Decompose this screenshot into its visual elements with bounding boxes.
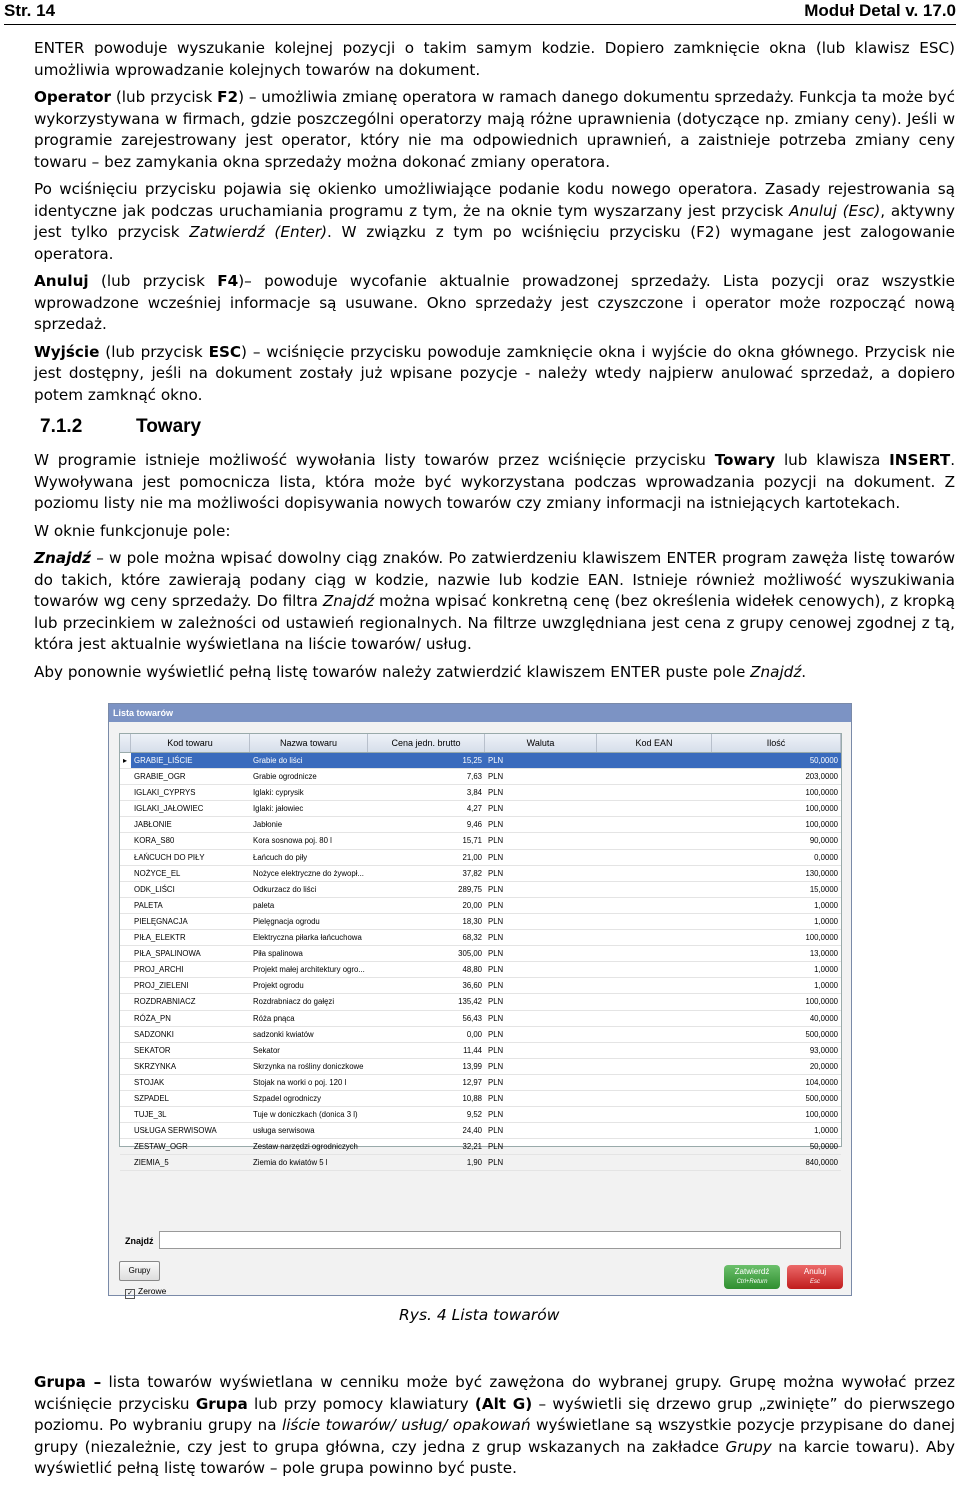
row-indicator-header xyxy=(120,734,131,752)
table-cell: 20,00 xyxy=(462,900,482,910)
table-cell: 1,0000 xyxy=(814,965,838,975)
module-name: Moduł Detal v. 17.0 xyxy=(804,1,956,20)
table-cell: 9,52 xyxy=(466,1110,482,1120)
row-indicator xyxy=(120,817,131,832)
table-cell: Róża pnąca xyxy=(253,1013,295,1023)
paragraph-full-list xyxy=(34,662,955,684)
table-cell: KORA_S80 xyxy=(134,836,175,846)
table-cell: Łańcuch do piły xyxy=(253,852,308,862)
table-row[interactable] xyxy=(120,994,841,1010)
table-cell: PLN xyxy=(488,788,504,798)
table-cell: Sekator xyxy=(253,1045,280,1055)
table-row[interactable] xyxy=(120,1027,841,1043)
product-list-window xyxy=(108,703,852,1296)
table-row[interactable] xyxy=(120,882,841,898)
text: (lub przycisk xyxy=(88,272,218,290)
table-cell xyxy=(597,801,712,816)
zero-checkbox-label: Zerowe xyxy=(138,1286,167,1296)
paragraph-grupa xyxy=(34,1372,955,1480)
table-row[interactable] xyxy=(120,1107,841,1123)
find-label: Znajdź xyxy=(125,1236,154,1246)
page-number: Str. 14 xyxy=(4,1,56,20)
table-row[interactable] xyxy=(120,850,841,866)
table-cell: PLN xyxy=(488,852,504,862)
table-cell: PLN xyxy=(488,1077,504,1087)
text: lub klawisza xyxy=(775,451,890,469)
paragraph-enter: ENTER powoduje wyszukanie kolejnej pozycji o takim samym kodzie. Dopiero zamknięcie okna (lub klawisz ESC) umożliwia wprowadzanie kolejnych towarów na dokument. xyxy=(34,39,955,79)
table-cell: Pielęgnacja ogrodu xyxy=(253,916,320,926)
table-row[interactable] xyxy=(120,1123,841,1139)
table-row[interactable] xyxy=(120,898,841,914)
table-cell: NOŻYCE_EL xyxy=(134,868,181,878)
table-cell: USŁUGA SERWISOWA xyxy=(134,1126,217,1136)
table-cell: Kora sosnowa poj. 80 l xyxy=(253,836,332,846)
table-cell: 130,0000 xyxy=(805,868,838,878)
table-cell: ŁAŃCUCH DO PIŁY xyxy=(134,852,205,862)
table-cell xyxy=(597,1027,712,1042)
table-cell: 36,60 xyxy=(462,981,482,991)
table-cell: SZPADEL xyxy=(134,1093,169,1103)
table-cell xyxy=(597,1043,712,1058)
table-cell: PIELĘGNACJA xyxy=(134,916,188,926)
table-cell: ROZDRABNIACZ xyxy=(134,997,196,1007)
table-cell: 11,44 xyxy=(463,1045,482,1055)
table-cell: 100,0000 xyxy=(805,1110,838,1120)
table-cell: PLN xyxy=(488,900,504,910)
row-indicator xyxy=(120,1059,131,1074)
table-cell: paleta xyxy=(253,900,275,910)
table-row[interactable] xyxy=(120,914,841,930)
table-cell xyxy=(597,978,712,993)
row-indicator: ▸ xyxy=(120,753,131,768)
term-znajdz-ref: Znajdź xyxy=(322,592,375,610)
table-cell: 90,0000 xyxy=(809,836,838,846)
table-cell: Zestaw narzędzi ogrodniczych xyxy=(253,1142,358,1152)
table-cell: 50,0000 xyxy=(809,1142,838,1152)
paragraph-operator-login xyxy=(34,179,955,265)
grid-header xyxy=(120,734,841,753)
table-cell: SEKATOR xyxy=(134,1045,171,1055)
table-cell xyxy=(597,1011,712,1026)
table-cell xyxy=(597,914,712,929)
table-cell: PLN xyxy=(488,804,504,814)
confirm-label: Zatwierdź xyxy=(734,1267,770,1276)
table-row[interactable] xyxy=(120,1011,841,1027)
paragraph-operator xyxy=(34,87,955,173)
table-cell: STOJAK xyxy=(134,1077,165,1087)
table-cell: Elektryczna piłarka łańcuchowa xyxy=(253,933,362,943)
table-cell: IGLAKI_JAŁOWIEC xyxy=(134,804,204,814)
zero-checkbox[interactable] xyxy=(125,1286,166,1299)
section-title: Towary xyxy=(136,416,202,437)
text: )– powoduje wycofanie aktualnie prowadzonej sprzedaży. Lista pozycji oraz wszystkie wprowadzone wcześniej informacje są usuwane. Okno sprzedaży jest czyszczone i operator może rozpocząć nową sprzedaż. xyxy=(34,272,955,333)
cancel-label: Anuluj xyxy=(803,1267,827,1276)
text: . W związku z tym po wciśnięciu przycisku (F2) wymagane jest zalogowanie operatora. xyxy=(34,223,955,263)
table-cell: 21,00 xyxy=(462,852,482,862)
table-cell: PROJ_ZIELENI xyxy=(134,981,189,991)
table-cell: sadzonki kwiatów xyxy=(253,1029,314,1039)
grid-body xyxy=(120,753,841,1171)
table-cell: Grabie ogrodnicze xyxy=(253,772,317,782)
table-cell: ZIEMIA_5 xyxy=(134,1158,169,1168)
table-cell: 15,71 xyxy=(462,836,482,846)
figure-caption: Rys. 4 Lista towarów xyxy=(399,1306,560,1324)
table-cell xyxy=(597,1107,712,1122)
table-cell: 203,0000 xyxy=(805,772,838,782)
table-cell: PLN xyxy=(488,1061,504,1071)
table-cell: 100,0000 xyxy=(805,997,838,1007)
section-number: 7.1.2 xyxy=(40,416,83,437)
table-cell xyxy=(597,1139,712,1154)
table-row[interactable] xyxy=(120,769,841,785)
table-cell xyxy=(597,866,712,881)
table-cell: PLN xyxy=(488,1093,504,1103)
table-cell: SADZONKI xyxy=(134,1029,174,1039)
table-cell xyxy=(597,850,712,865)
table-cell: PLN xyxy=(488,820,504,830)
table-cell: IGLAKI_CYPRYS xyxy=(134,788,196,798)
key-esc: ESC xyxy=(208,342,242,361)
table-cell xyxy=(597,753,712,768)
table-cell: 12,97 xyxy=(462,1077,482,1087)
checkbox-icon[interactable]: ✓ xyxy=(125,1289,135,1299)
table-cell: TUJE_3L xyxy=(134,1110,167,1120)
section-heading xyxy=(40,416,955,438)
table-row[interactable] xyxy=(120,930,841,946)
table-cell: PLN xyxy=(488,981,504,991)
table-cell: PIŁA_SPALINOWA xyxy=(134,949,201,959)
row-indicator xyxy=(120,1027,131,1042)
text: . xyxy=(801,662,807,681)
term-grupa: Grupa – xyxy=(34,1373,102,1391)
row-indicator xyxy=(120,801,131,816)
table-cell: 4,27 xyxy=(466,804,482,814)
text: na karcie towaru). Aby wyświetlić pełną listę towarów – pole grupa powinno być puste. xyxy=(34,1437,955,1477)
row-indicator xyxy=(120,946,131,961)
window-title: Lista towarów xyxy=(109,704,851,722)
row-indicator xyxy=(120,1107,131,1122)
table-row[interactable] xyxy=(120,866,841,882)
table-row[interactable] xyxy=(120,946,841,962)
row-indicator xyxy=(120,1011,131,1026)
table-cell: 18,30 xyxy=(462,916,482,926)
row-indicator xyxy=(120,978,131,993)
table-row[interactable] xyxy=(120,962,841,978)
row-indicator xyxy=(120,1139,131,1154)
table-cell: PLN xyxy=(488,836,504,846)
table-cell: Jabłonie xyxy=(253,820,283,830)
table-cell xyxy=(597,1059,712,1074)
table-cell: 1,0000 xyxy=(814,981,838,991)
table-cell: 1,0000 xyxy=(814,916,838,926)
table-cell: 7,63 xyxy=(466,772,482,782)
key-f4: F4 xyxy=(217,272,239,290)
table-cell: Skrzynka na rośliny doniczkowe xyxy=(253,1061,364,1071)
table-cell: 56,43 xyxy=(462,1013,482,1023)
paragraph-towary xyxy=(34,450,955,515)
column-header[interactable]: Nazwa towaru xyxy=(250,734,368,752)
row-indicator xyxy=(120,866,131,881)
table-cell: 15,0000 xyxy=(809,884,838,894)
table-cell: 0,00 xyxy=(466,1029,482,1039)
paragraph-wyjscie xyxy=(34,342,955,407)
table-cell: PLN xyxy=(488,1045,504,1055)
table-cell: 15,25 xyxy=(462,756,482,765)
column-header[interactable]: Kod EAN xyxy=(597,734,712,752)
paragraph-field-intro: W oknie funkcjonuje pole: xyxy=(34,521,231,540)
table-cell: PLN xyxy=(488,772,504,782)
table-cell: 10,88 xyxy=(462,1093,482,1103)
table-cell: 13,99 xyxy=(462,1061,482,1071)
text: ) – umożliwia zmianę operatora w ramach danego dokumentu sprzedaży. Funkcja ta może być wykorzystywana w firmach, gdzie poszczególni operatorzy mają różne uprawnienia (dotyczące np. zmiany ceny). Jeśli w programie zarejestrowany jest operator, który nie ma odpowiednich uprawnień, a zaistnieje potrzeba zmiany ceny towaru – bez zamykania okna sprzedaży można dokonać zmiany operatora. xyxy=(34,88,955,171)
table-cell: 93,0000 xyxy=(809,1045,838,1055)
cancel-button[interactable] xyxy=(787,1265,843,1289)
text: , aktywny jest tylko przycisk xyxy=(34,201,955,241)
column-header[interactable]: Kod towaru xyxy=(131,734,250,752)
tab-ref-grupy: Grupy xyxy=(725,1437,772,1456)
row-indicator xyxy=(120,930,131,945)
key-f2: F2 xyxy=(217,88,239,106)
table-row[interactable] xyxy=(120,1139,841,1155)
table-cell xyxy=(597,817,712,832)
groups-button[interactable]: Grupy xyxy=(119,1261,160,1281)
table-cell: PLN xyxy=(488,1142,504,1152)
list-ref: liście towarów/ usług/ opakowań xyxy=(281,1416,531,1434)
table-row[interactable] xyxy=(120,817,841,833)
table-cell: ODK_LIŚCI xyxy=(134,884,175,894)
table-cell: 50,0000 xyxy=(809,756,838,765)
term-wyjscie: Wyjście xyxy=(34,342,100,361)
find-input[interactable] xyxy=(159,1231,841,1249)
table-cell: 48,80 xyxy=(462,965,482,975)
table-cell xyxy=(597,1075,712,1090)
table-cell: 100,0000 xyxy=(805,804,838,814)
row-indicator xyxy=(120,1155,131,1170)
term-znajdz-ref: Znajdź xyxy=(750,662,802,681)
row-indicator xyxy=(120,898,131,913)
table-cell xyxy=(597,1123,712,1138)
table-cell: JABŁONIE xyxy=(134,820,172,830)
table-cell: 1,90 xyxy=(466,1158,482,1168)
table-cell: 0,0000 xyxy=(814,852,838,862)
table-row[interactable] xyxy=(120,1059,841,1075)
table-cell: ZESTAW_OGR xyxy=(134,1142,188,1152)
table-cell: Projekt małej architektury ogro... xyxy=(253,965,365,975)
text: (lub przycisk xyxy=(99,342,209,361)
row-indicator xyxy=(120,769,131,784)
text: Aby ponownie wyświetlić pełną listę towarów należy zatwierdzić klawiszem ENTER puste pole xyxy=(34,662,751,681)
table-cell: Nożyce elektryczne do żywopł... xyxy=(253,868,364,878)
table-cell xyxy=(597,930,712,945)
row-indicator xyxy=(120,785,131,800)
row-indicator xyxy=(120,833,131,848)
table-cell: 37,82 xyxy=(462,868,482,878)
table-cell: 135,42 xyxy=(458,997,482,1007)
column-header[interactable]: Waluta xyxy=(485,734,597,752)
table-cell: 305,00 xyxy=(458,949,482,959)
table-cell: PLN xyxy=(488,1110,504,1120)
table-cell xyxy=(597,962,712,977)
row-indicator xyxy=(120,1091,131,1106)
button-ref-anuluj: Anuluj (Esc) xyxy=(789,201,881,220)
table-cell: Grabie do liści xyxy=(253,756,303,765)
row-indicator xyxy=(120,962,131,977)
table-row[interactable] xyxy=(120,1155,841,1171)
table-cell: PLN xyxy=(488,933,504,943)
text: – w pole można wpisać dowolny ciąg znaków. Po zatwierdzeniu klawiszem ENTER program zawęża listę towarów do takich, które zawierają podany ciąg w kodzie, nazwie lub kodzie EAN. Istnieje również możliwość wyszukiwania towarów wg ceny sprzedaży. Do filtra xyxy=(34,549,955,610)
table-cell: 1,0000 xyxy=(814,1126,838,1136)
table-cell: PROJ_ARCHI xyxy=(134,965,184,975)
table-cell: PLN xyxy=(488,1029,504,1039)
row-indicator xyxy=(120,882,131,897)
table-cell: 100,0000 xyxy=(805,933,838,943)
table-cell: PLN xyxy=(488,868,504,878)
table-cell: 24,40 xyxy=(462,1126,482,1136)
column-header[interactable]: Ilość xyxy=(712,734,841,752)
table-cell: PLN xyxy=(488,1013,504,1023)
table-cell xyxy=(597,994,712,1009)
text: można wpisać konkretną cenę (bez określenia widełek cenowych), z kropką lub przecinkiem w zależności od ustawień regionalnych. Na filtrze uwzględniana jest cena z grupy cenowej zgodnej z tą, która jest aktualnie wyświetlana na liście towarów/ usług. xyxy=(34,592,955,653)
row-indicator xyxy=(120,1043,131,1058)
table-cell xyxy=(597,882,712,897)
row-indicator xyxy=(120,850,131,865)
table-row[interactable] xyxy=(120,1043,841,1059)
table-cell: PLN xyxy=(488,1158,504,1168)
row-indicator xyxy=(120,1123,131,1138)
table-row[interactable] xyxy=(120,833,841,849)
table-row[interactable] xyxy=(120,801,841,817)
table-cell: 500,0000 xyxy=(805,1029,838,1039)
text: lub przy pomocy klawiatury xyxy=(247,1394,475,1413)
table-cell: PLN xyxy=(488,949,504,959)
table-cell: 40,0000 xyxy=(809,1013,838,1023)
table-cell: 100,0000 xyxy=(805,820,838,830)
table-cell: PLN xyxy=(488,756,504,765)
row-indicator xyxy=(120,994,131,1009)
table-cell: PALETA xyxy=(134,900,163,910)
table-cell: PLN xyxy=(488,997,504,1007)
paragraph-anuluj xyxy=(34,271,955,336)
table-cell: 68,32 xyxy=(462,933,482,943)
text: . Wywoływana jest pomocnicza lista, która może być wykorzystana podczas wprowadzania pozycji na dokument. Z poziomu listy nie ma możliwości dopisywania nowych towarów czy zmiany informacji na istniejących kartotekach. xyxy=(34,451,956,512)
table-cell: 1,0000 xyxy=(814,900,838,910)
table-cell xyxy=(597,1155,712,1170)
key-alt-g: (Alt G) xyxy=(474,1394,533,1413)
confirm-hint: Ctrl+Return xyxy=(736,1279,768,1285)
paragraph-znajdz xyxy=(34,548,955,656)
term-towary: Towary xyxy=(714,451,776,469)
table-cell xyxy=(597,833,712,848)
table-cell: 289,75 xyxy=(458,884,482,894)
table-cell: usługa serwisowa xyxy=(253,1126,315,1136)
table-row[interactable] xyxy=(120,1075,841,1091)
table-cell: 9,46 xyxy=(466,820,482,830)
text: Po wciśnięciu przycisku pojawia się okienko umożliwiające podanie kodu nowego operatora. Zasady rejestrowania są identyczne jak podczas uruchamiania programu z tym, że na oknie tym wyszarzany jest przycisk xyxy=(34,180,955,220)
text: W programie istnieje możliwość wywołania listy towarów przez wciśnięcie przycisku xyxy=(34,451,715,469)
table-cell xyxy=(597,898,712,913)
table-cell: Projekt ogrodu xyxy=(253,981,304,991)
table-row[interactable] xyxy=(120,1091,841,1107)
table-cell: GRABIE_OGR xyxy=(134,772,186,782)
confirm-button[interactable] xyxy=(724,1265,780,1289)
page-header xyxy=(4,0,956,25)
table-row[interactable] xyxy=(120,753,841,769)
term-znajdz: Znajdź xyxy=(34,549,91,567)
table-cell: 104,0000 xyxy=(805,1077,838,1087)
table-cell xyxy=(597,769,712,784)
term-grupa-button: Grupa xyxy=(195,1394,248,1413)
document-body xyxy=(34,38,955,1486)
table-cell: 13,0000 xyxy=(809,949,838,959)
table-row[interactable] xyxy=(120,978,841,994)
button-ref-zatwierdz: Zatwierdź (Enter) xyxy=(189,223,328,241)
table-cell: PLN xyxy=(488,916,504,926)
term-operator: Operator xyxy=(34,88,112,106)
text: lista towarów wyświetlana w cenniku może być zawężona do wybranej grupy. Grupę można wywołać przez wciśnięcie przycisku xyxy=(34,1373,955,1413)
table-cell: PLN xyxy=(488,884,504,894)
table-cell: 100,0000 xyxy=(805,788,838,798)
table-cell: Iglaki: jałowiec xyxy=(253,804,304,814)
table-cell xyxy=(597,785,712,800)
row-indicator xyxy=(120,1075,131,1090)
table-cell: PLN xyxy=(488,1126,504,1136)
table-cell: Rozdrabniacz do gałęzi xyxy=(253,997,335,1007)
table-cell: Odkurzacz do liści xyxy=(253,884,317,894)
table-row[interactable] xyxy=(120,785,841,801)
table-cell: 20,0000 xyxy=(809,1061,838,1071)
table-cell: PIŁA_ELEKTR xyxy=(134,933,186,943)
table-cell: Tuje w doniczkach (donica 3 l) xyxy=(253,1110,358,1120)
table-cell xyxy=(597,946,712,961)
text: – wyświetli się drzewo grup „zwinięte” do pierwszego poziomu. Po wybraniu grupy na xyxy=(34,1394,955,1434)
table-cell: 32,21 xyxy=(462,1142,482,1152)
text: wyświetlane są wszystkie pozycje przypisane do danej grupy (niezależnie, czy jest to grupa główna, czy jedna z grup wskazanych na zakładce xyxy=(34,1416,955,1456)
table-cell: 3,84 xyxy=(466,788,482,798)
table-cell: 500,0000 xyxy=(805,1093,838,1103)
text: (lub przycisk xyxy=(111,88,218,106)
term-anuluj: Anuluj xyxy=(34,272,89,290)
row-indicator xyxy=(120,914,131,929)
table-cell: Ziemia do kwiatów 5 l xyxy=(253,1158,328,1168)
key-insert: INSERT xyxy=(889,451,951,469)
table-cell: SKRZYNKA xyxy=(134,1061,177,1071)
cancel-hint: Esc xyxy=(809,1279,820,1285)
table-cell: GRABIE_LIŚCIE xyxy=(134,756,193,765)
table-cell: PLN xyxy=(488,965,504,975)
column-header[interactable]: Cena jedn. brutto xyxy=(368,734,485,752)
table-cell: RÓŻA_PN xyxy=(134,1013,171,1023)
text: ) – wciśnięcie przycisku powoduje zamknięcie okna i wyjście do okna głównego. Przycisk nie jest dostępny, jeśli na dokument zostały już wpisane pozycje - należy wtedy najpierw anulować sprzedaż, a dopiero potem zamknąć okno. xyxy=(34,342,955,404)
table-cell: Szpadel ogrodniczy xyxy=(253,1093,322,1103)
table-cell: 840,0000 xyxy=(805,1158,838,1168)
table-cell xyxy=(597,1091,712,1106)
product-grid xyxy=(119,733,842,1168)
table-cell: Piła spalinowa xyxy=(253,949,303,959)
table-cell: Iglaki: cyprysik xyxy=(253,788,304,798)
table-cell: Stojak na worki o poj. 120 l xyxy=(253,1077,347,1087)
